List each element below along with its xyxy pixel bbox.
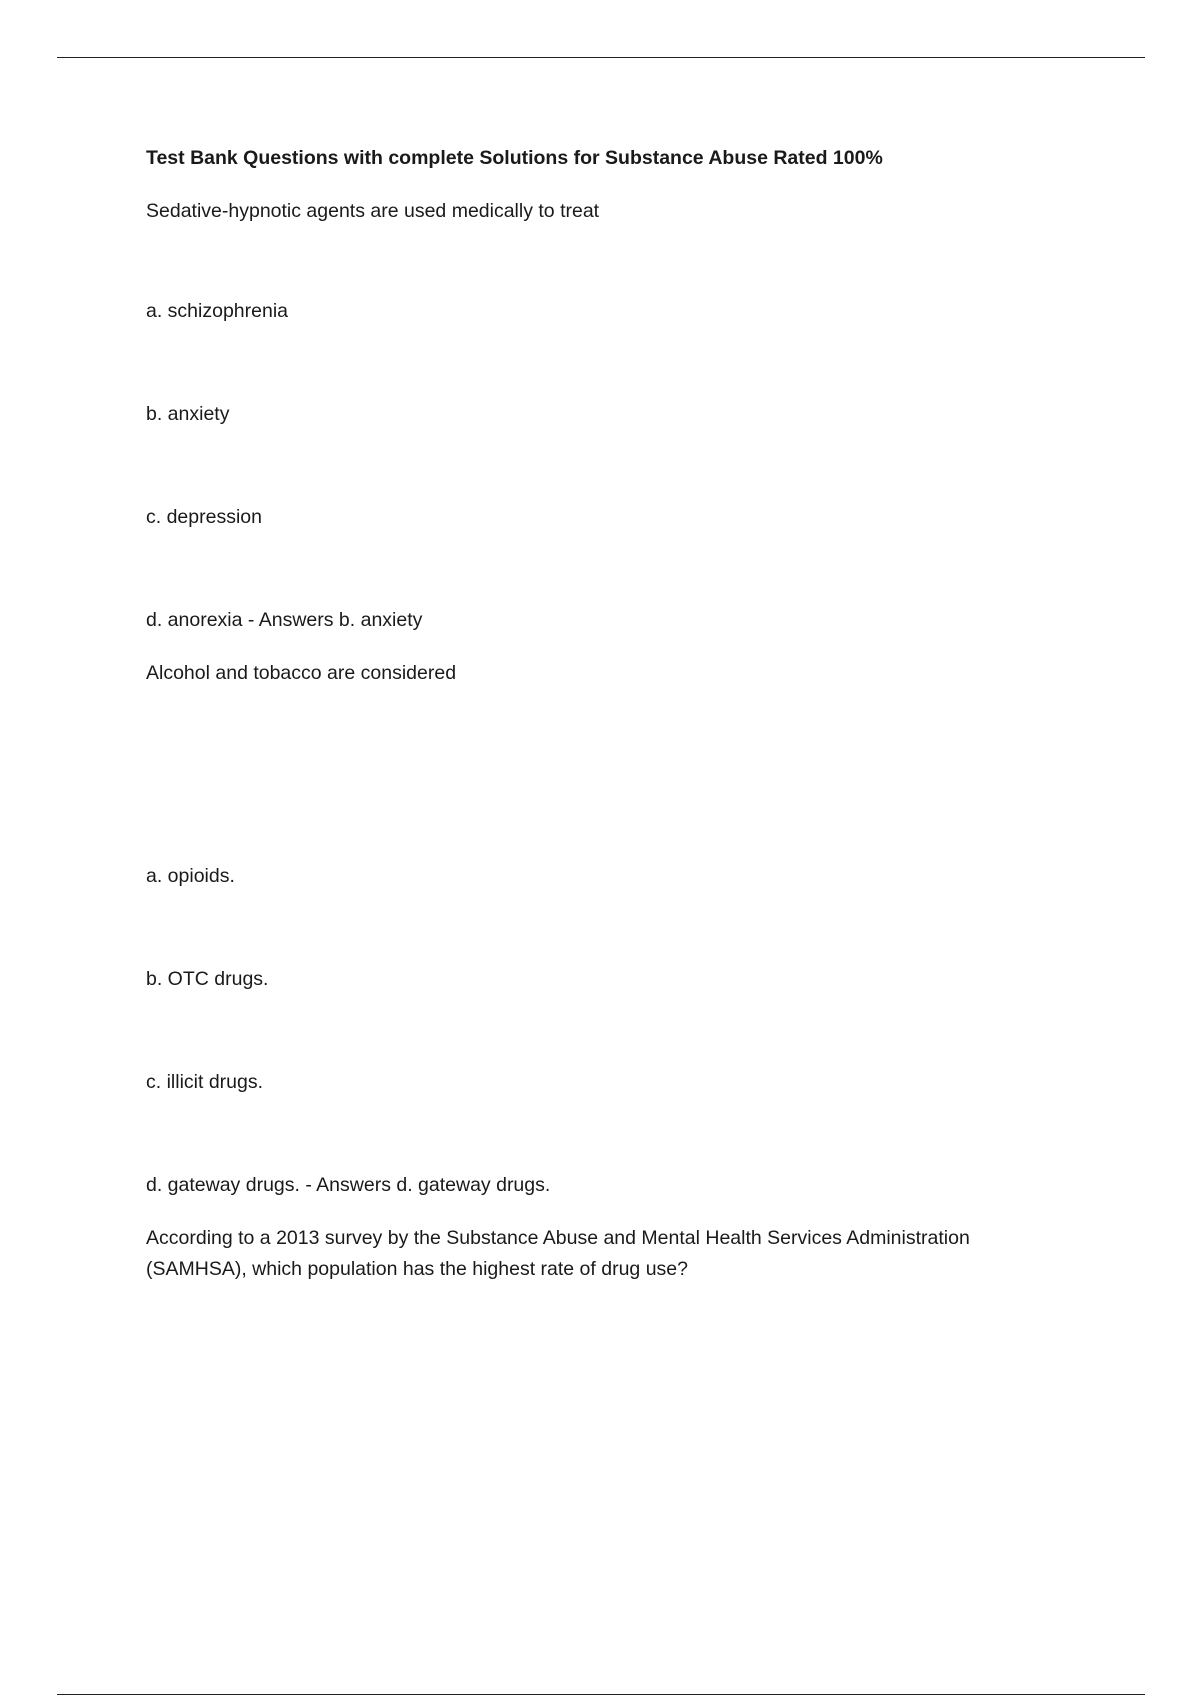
question-2-option-c: c. illicit drugs. xyxy=(146,1071,264,1093)
question-3-prompt: According to a 2013 survey by the Substance Abuse and Mental Health Services Administration (SAMHSA), which population has the highest rate of drug use? xyxy=(146,1227,970,1280)
question-1-option-b: b. anxiety xyxy=(146,403,230,425)
question-2-prompt: Alcohol and tobacco are considered xyxy=(146,662,457,684)
question-2-option-a: a. opioids. xyxy=(146,865,235,887)
question-1-option-c: c. depression xyxy=(146,506,262,528)
question-2-option-b: b. OTC drugs. xyxy=(146,968,269,990)
question-2-option-d-answer: d. gateway drugs. - Answers d. gateway drugs. xyxy=(146,1174,551,1196)
question-1-prompt: Sedative-hypnotic agents are used medically to treat xyxy=(146,200,600,222)
question-1-option-d-answer: d. anorexia - Answers b. anxiety xyxy=(146,609,423,631)
header-rule xyxy=(57,57,1145,58)
footer-rule xyxy=(57,1694,1145,1695)
question-1-option-a: a. schizophrenia xyxy=(146,300,289,322)
document-title: Test Bank Questions with complete Solutions for Substance Abuse Rated 100% xyxy=(146,147,883,169)
